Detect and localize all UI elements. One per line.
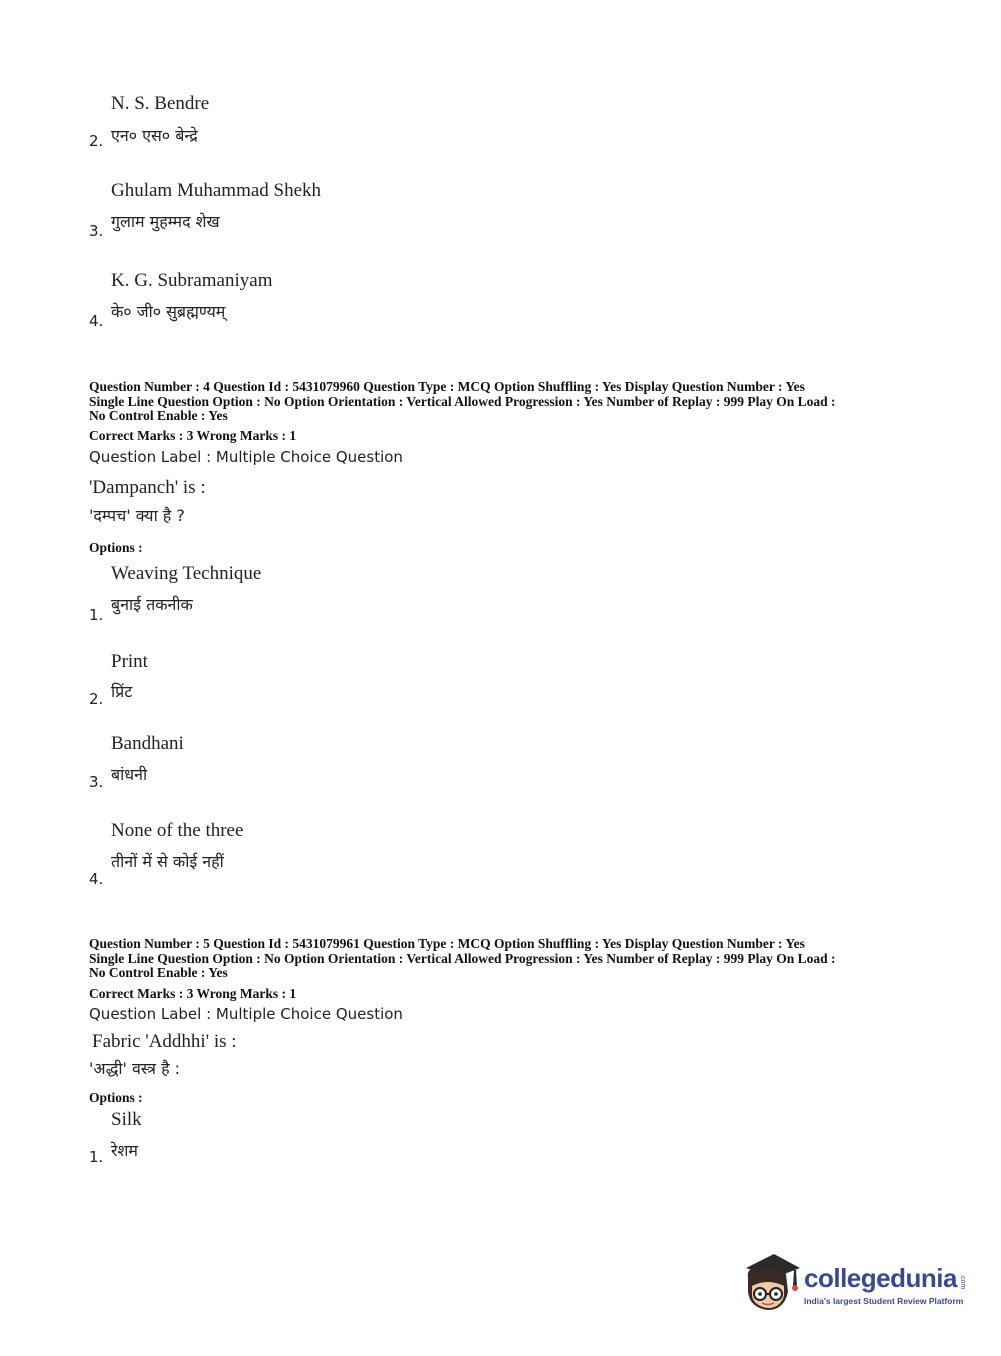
option-number: 3.: [89, 773, 104, 791]
meta-line: Single Line Question Option : No Option Orientation : Vertical Allowed Progression : Yes Number of Replay : 999 Play On Load :: [89, 950, 836, 966]
question-label: Question Label : Multiple Choice Question: [89, 1005, 403, 1023]
logo-suffix: .com: [959, 1274, 966, 1290]
logo-tagline: India's largest Student Review Platform: [804, 1296, 964, 1306]
option-text-hi: रेशम: [111, 1141, 138, 1160]
options-heading: Options :: [89, 1090, 143, 1105]
meta-line: No Control Enable : Yes: [89, 408, 228, 423]
option-text-en: Print: [111, 651, 148, 672]
option-number: 2.: [89, 132, 104, 150]
option-text-en: Silk: [111, 1109, 142, 1130]
option-text-hi: बांधनी: [111, 765, 148, 784]
option-text-hi: तीनों में से कोई नहीं: [111, 852, 224, 871]
option-number: 4.: [89, 870, 104, 888]
question-meta: [89, 937, 919, 981]
question-text-hi: 'अद्धी' वस्त्र है :: [89, 1059, 181, 1078]
option-number: 1.: [89, 606, 104, 624]
marks-line: Correct Marks : 3 Wrong Marks : 1: [89, 428, 297, 443]
option-text-en: K. G. Subramaniyam: [111, 270, 273, 291]
question-label: Question Label : Multiple Choice Question: [89, 448, 403, 466]
meta-line: No Control Enable : Yes: [89, 965, 228, 980]
option-text-hi: के० जी० सुब्रह्मण्यम्: [111, 302, 226, 321]
question-text-en: 'Dampanch' is :: [89, 477, 206, 498]
option-text-en: None of the three: [111, 820, 244, 841]
option-text-en: Weaving Technique: [111, 563, 262, 584]
option-text-hi: एन० एस० बेन्द्रे: [111, 126, 198, 145]
options-heading: Options :: [89, 540, 143, 555]
collegedunia-logo: [740, 1248, 970, 1318]
option-text-en: N. S. Bendre: [111, 93, 210, 114]
mascot-icon: [740, 1248, 802, 1318]
option-number: 1.: [89, 1148, 104, 1166]
meta-line: Question Number : 5 Question Id : 5431079961 Question Type : MCQ Option Shuffling : Yes Display Question Number : Yes: [89, 936, 805, 951]
option-text-en: Ghulam Muhammad Shekh: [111, 180, 322, 201]
question-text-en: Fabric 'Addhhi' is :: [92, 1031, 237, 1052]
option-text-hi: प्रिंट: [111, 682, 133, 701]
logo-wordmark: collegedunia: [804, 1263, 957, 1293]
question-meta: [89, 380, 919, 424]
option-number: 3.: [89, 222, 104, 240]
option-number: 2.: [89, 690, 104, 708]
option-text-en: Bandhani: [111, 733, 184, 754]
meta-line: Question Number : 4 Question Id : 5431079960 Question Type : MCQ Option Shuffling : Yes Display Question Number : Yes: [89, 379, 805, 394]
option-text-hi: बुनाई तकनीक: [111, 595, 193, 614]
option-number: 4.: [89, 312, 104, 330]
option-text-hi: गुलाम मुहम्मद शेख: [111, 212, 220, 231]
marks-line: Correct Marks : 3 Wrong Marks : 1: [89, 986, 297, 1001]
meta-line: Single Line Question Option : No Option Orientation : Vertical Allowed Progression : Yes Number of Replay : 999 Play On Load :: [89, 393, 836, 409]
question-text-hi: 'दम्पच' क्या है ?: [89, 506, 185, 525]
